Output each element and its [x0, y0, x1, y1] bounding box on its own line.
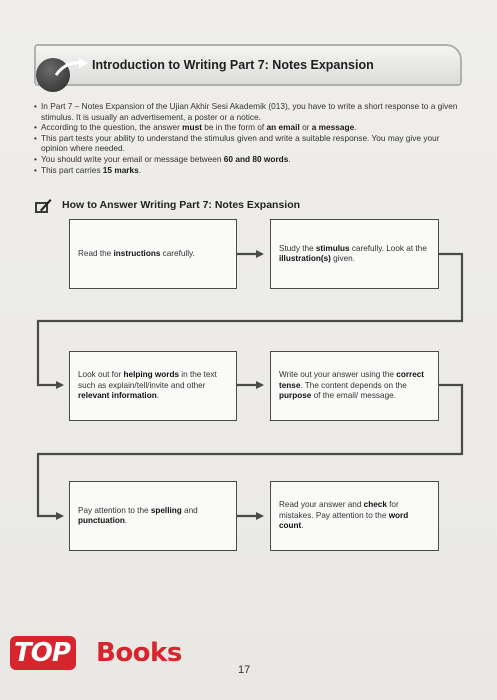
plain-text: Look out for [78, 370, 124, 380]
plain-text: in the text such as explain/tell/invite and other [78, 370, 217, 390]
plain-text: or [299, 122, 312, 133]
emphasis-text: 60 and 80 words [223, 153, 289, 164]
step-box-2 [270, 219, 439, 289]
emphasis-text: spelling [150, 505, 182, 515]
plain-text: given. [330, 254, 355, 263]
plain-text: carefully. Look at the [349, 243, 427, 253]
step-text [279, 370, 430, 401]
plain-text: Pay attention to the [78, 505, 151, 515]
step-text [78, 370, 228, 401]
plain-text: . [354, 122, 357, 133]
emphasis-text: must [182, 122, 202, 133]
page-number: 17 [238, 664, 251, 676]
emphasis-text: instructions [113, 248, 161, 258]
plain-text: . The content depends on the [300, 380, 407, 390]
step-text [279, 500, 430, 531]
plain-text: . [301, 521, 304, 531]
plain-text: . [124, 516, 128, 525]
plain-text: Study the [279, 243, 316, 253]
step-text [78, 249, 195, 259]
emphasis-text: 15 marks [102, 164, 139, 175]
section-heading: How to Answer Writing Part 7: Notes Expansion [62, 199, 301, 211]
emphasis-text: an email [266, 122, 300, 133]
emphasis-text: illustration(s) [279, 254, 331, 263]
plain-text: This part carries [41, 164, 103, 175]
step-box-5 [69, 481, 237, 551]
emphasis-text: purpose [279, 391, 312, 401]
plain-text: of the email/ message. [311, 391, 396, 401]
step-box-3 [69, 351, 237, 421]
logo-top-text: TOP [10, 636, 76, 670]
step-text [279, 244, 430, 265]
plain-text: for mistakes. Pay attention to the [279, 500, 399, 520]
plain-text: be in the form of [201, 122, 267, 133]
emphasis-text: helping words [123, 370, 180, 380]
page-title: Introduction to Writing Part 7: Notes Expansion [92, 58, 374, 72]
plain-text: Write out your answer using the [279, 370, 397, 380]
plain-text: This part tests your ability to understand the stimulus given and write a suitable response. You may give your opinion where needed. [41, 132, 440, 154]
step-text [78, 506, 228, 527]
plain-text: You should write your email or message between [41, 153, 224, 164]
logo-books-text: Books [96, 638, 182, 668]
plain-text: According to the question, the answer [41, 122, 183, 133]
plain-text: . [138, 164, 142, 175]
emphasis-text: check [363, 500, 387, 510]
topbooks-logo [10, 636, 190, 670]
step-box-4 [270, 351, 439, 421]
emphasis-text: word count [279, 510, 409, 531]
plain-text: . [156, 391, 159, 401]
step-box-6 [270, 481, 439, 551]
emphasis-text: punctuation [78, 516, 125, 525]
plain-text: Read your answer and [279, 500, 364, 510]
emphasis-text: relevant information [78, 391, 157, 401]
step-box-1 [69, 219, 237, 289]
plain-text: In Part 7 – Notes Expansion of the Ujian Akhir Sesi Akademik (013), you have to write a short response to a given stimulus. It is usually an advertisement, a poster or a notice. [41, 101, 458, 122]
plain-text: . [288, 153, 291, 164]
emphasis-text: a message [311, 122, 355, 133]
emphasis-text: correct tense [279, 370, 425, 390]
plain-text: and [181, 505, 198, 515]
emphasis-text: stimulus [315, 243, 350, 253]
plain-text: Read the [78, 248, 114, 258]
plain-text: carefully. [160, 248, 195, 258]
